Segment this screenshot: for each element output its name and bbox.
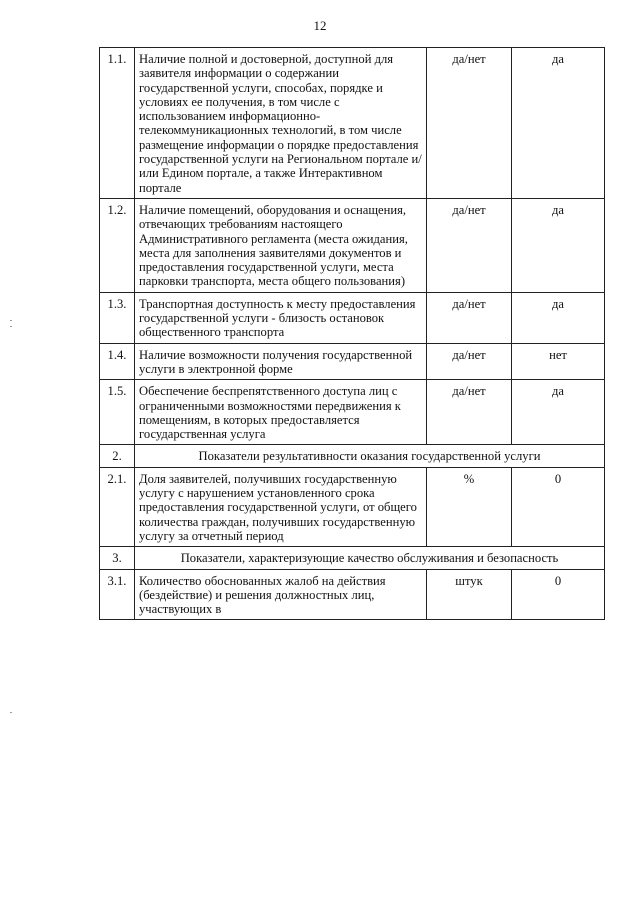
row-value: да [512, 198, 605, 292]
section-header-row [100, 445, 605, 467]
table-row [100, 343, 605, 380]
table-row [100, 569, 605, 620]
row-unit: % [427, 467, 512, 546]
row-number: 3.1. [100, 569, 135, 620]
row-description: Доля заявителей, получивших государственную услугу с нарушением установленного срока предоставления государственной услуги, от общего количества граждан, получивших государственную услугу за отчетный период [135, 467, 427, 546]
row-description: Наличие помещений, оборудования и оснащения, отвечающих требованиям настоящего Административного регламента (места ожидания, места для заполнения заявителями документов и предоставления государственной услуги, места парковки транспорта, места общего пользования) [135, 198, 427, 292]
row-value: 0 [512, 467, 605, 546]
row-description: Количество обоснованных жалоб на действия (бездействие) и решения должностных лиц, участвующих в [135, 569, 427, 620]
row-unit: да/нет [427, 198, 512, 292]
page-number: 12 [313, 18, 327, 33]
row-description: Наличие полной и достоверной, доступной для заявителя информации о содержании государственной услуги, способах, порядке и условиях ее получения, в том числе с использованием информационно-телекоммуникационных технологий, в том числе размещение информации о порядке предоставления государственной услуги на Региональном портале и/или Едином портале, а также Интерактивном портале [135, 48, 427, 199]
row-unit: штук [427, 569, 512, 620]
row-value: да [512, 48, 605, 199]
row-value: нет [512, 343, 605, 380]
row-number: 1.2. [100, 198, 135, 292]
table-row [100, 48, 605, 199]
table-row [100, 467, 605, 546]
row-value: да [512, 292, 605, 343]
row-number: 1.5. [100, 380, 135, 445]
row-number: 1.3. [100, 292, 135, 343]
section-title: Показатели, характеризующие качество обслуживания и безопасность [135, 547, 605, 569]
row-number: 2.1. [100, 467, 135, 546]
section-number: 2. [100, 445, 135, 467]
indicators-table [99, 47, 605, 620]
row-description: Транспортная доступность к месту предоставления государственной услуги - близость остановок общественного транспорта [135, 292, 427, 343]
section-title: Показатели результативности оказания государственной услуги [135, 445, 605, 467]
table-row [100, 292, 605, 343]
table-row [100, 198, 605, 292]
row-value: да [512, 380, 605, 445]
scan-margin-marks [10, 320, 14, 720]
table-row [100, 380, 605, 445]
row-unit: да/нет [427, 48, 512, 199]
section-number: 3. [100, 547, 135, 569]
row-value: 0 [512, 569, 605, 620]
row-unit: да/нет [427, 343, 512, 380]
row-unit: да/нет [427, 380, 512, 445]
row-description: Обеспечение беспрепятственного доступа лиц с ограниченными возможностями передвижения к помещениям, в которых предоставляется государственная услуга [135, 380, 427, 445]
row-unit: да/нет [427, 292, 512, 343]
row-number: 1.1. [100, 48, 135, 199]
row-description: Наличие возможности получения государственной услуги в электронной форме [135, 343, 427, 380]
section-header-row [100, 547, 605, 569]
row-number: 1.4. [100, 343, 135, 380]
